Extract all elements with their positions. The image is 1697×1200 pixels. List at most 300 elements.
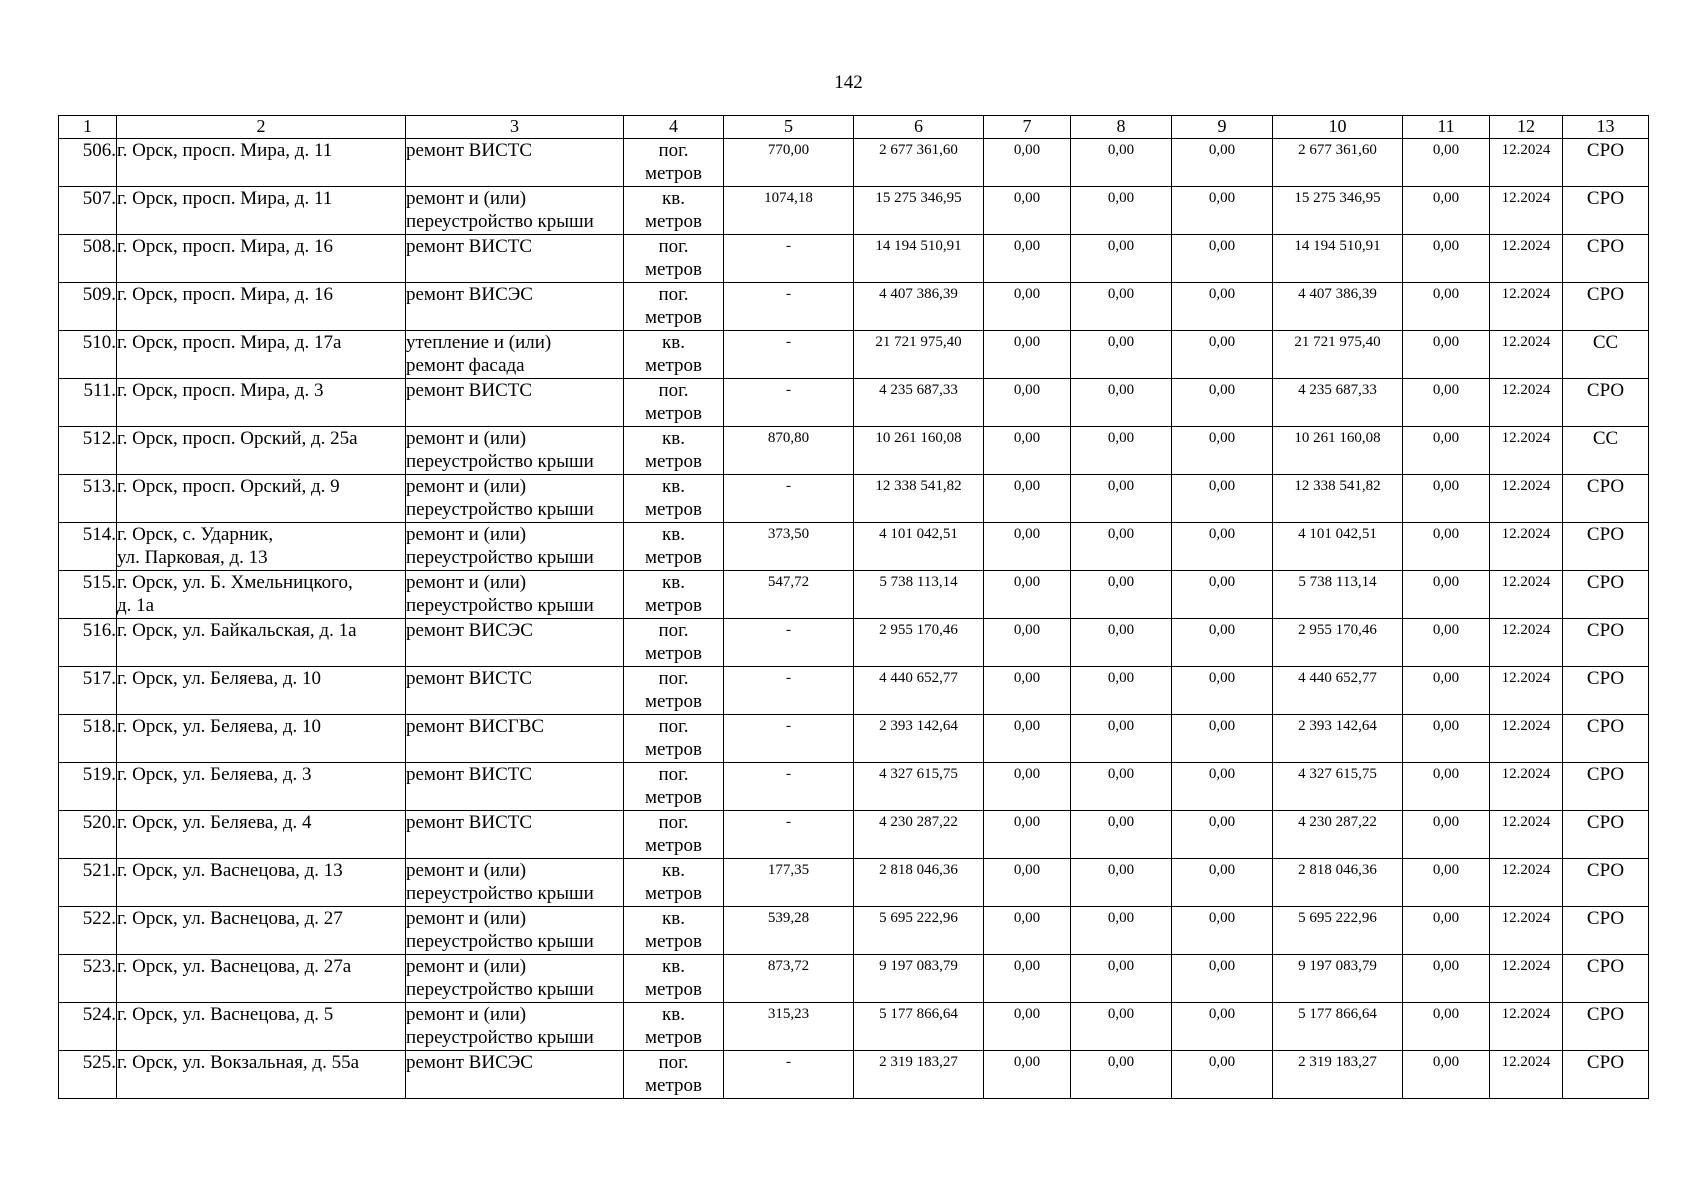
work-type-cell-line: ремонт ВИСТС <box>406 380 533 401</box>
row-number: 520. <box>59 811 117 859</box>
total-cost-cell: 14 194 510,91 <box>854 235 984 283</box>
column-number-header: 5 <box>724 116 854 139</box>
owner-funds-cell: 2 677 361,60 <box>1273 139 1403 187</box>
total-cost-cell: 4 407 386,39 <box>854 283 984 331</box>
owner-funds-cell: 10 261 160,08 <box>1273 427 1403 475</box>
fund-method-cell: СРО <box>1563 235 1649 283</box>
other-funds-cell: 0,00 <box>1403 523 1490 571</box>
column-number-header: 6 <box>854 116 984 139</box>
table-row <box>59 715 1649 763</box>
other-funds-cell: 0,00 <box>1403 379 1490 427</box>
fund-source-cell: 0,00 <box>984 283 1071 331</box>
unit-cell-line: метров <box>645 883 702 904</box>
fund-source-cell: 0,00 <box>1172 283 1273 331</box>
fund-source-cell: 0,00 <box>984 811 1071 859</box>
deadline-cell: 12.2024 <box>1490 283 1563 331</box>
work-type-cell <box>406 427 624 475</box>
address-cell-line: г. Орск, просп. Мира, д. 17а <box>117 332 342 353</box>
total-cost-cell: 4 440 652,77 <box>854 667 984 715</box>
quantity-cell: - <box>724 715 854 763</box>
address-cell <box>117 811 406 859</box>
fund-source-cell: 0,00 <box>984 1051 1071 1099</box>
work-type-cell-line: ремонт и (или) <box>406 1004 527 1025</box>
unit-cell <box>624 427 724 475</box>
unit-cell-line: пог. <box>658 812 689 833</box>
unit-cell-line: пог. <box>658 380 689 401</box>
other-funds-cell: 0,00 <box>1403 1051 1490 1099</box>
fund-source-cell: 0,00 <box>1071 283 1172 331</box>
fund-source-cell: 0,00 <box>1172 763 1273 811</box>
fund-source-cell: 0,00 <box>984 1003 1071 1051</box>
fund-source-cell: 0,00 <box>1172 1051 1273 1099</box>
quantity-cell: 770,00 <box>724 139 854 187</box>
address-cell <box>117 715 406 763</box>
unit-cell-line: метров <box>645 355 702 376</box>
unit-cell <box>624 715 724 763</box>
address-cell <box>117 763 406 811</box>
quantity-cell: 1074,18 <box>724 187 854 235</box>
quantity-cell: - <box>724 235 854 283</box>
address-cell-line: г. Орск, ул. Беляева, д. 3 <box>117 764 312 785</box>
deadline-cell: 12.2024 <box>1490 907 1563 955</box>
address-cell <box>117 235 406 283</box>
table-row <box>59 907 1649 955</box>
total-cost-cell: 5 738 113,14 <box>854 571 984 619</box>
deadline-cell: 12.2024 <box>1490 955 1563 1003</box>
work-type-cell-line: ремонт ВИСТС <box>406 140 533 161</box>
unit-cell-line: кв. <box>662 428 685 449</box>
deadline-cell: 12.2024 <box>1490 859 1563 907</box>
unit-cell-line: кв. <box>662 860 685 881</box>
table-row <box>59 139 1649 187</box>
unit-cell-line: кв. <box>662 332 685 353</box>
work-type-cell <box>406 859 624 907</box>
deadline-cell: 12.2024 <box>1490 571 1563 619</box>
owner-funds-cell: 4 327 615,75 <box>1273 763 1403 811</box>
total-cost-cell: 9 197 083,79 <box>854 955 984 1003</box>
unit-cell-line: пог. <box>658 716 689 737</box>
unit-cell-line: метров <box>645 595 702 616</box>
work-type-cell <box>406 283 624 331</box>
quantity-cell: - <box>724 1051 854 1099</box>
unit-cell-line: метров <box>645 1075 702 1096</box>
deadline-cell: 12.2024 <box>1490 619 1563 667</box>
quantity-cell: 315,23 <box>724 1003 854 1051</box>
unit-cell <box>624 283 724 331</box>
address-cell <box>117 331 406 379</box>
address-cell-line: г. Орск, ул. Васнецова, д. 13 <box>117 860 343 881</box>
address-cell-line: г. Орск, ул. Беляева, д. 4 <box>117 812 312 833</box>
fund-source-cell: 0,00 <box>1172 235 1273 283</box>
total-cost-cell: 2 393 142,64 <box>854 715 984 763</box>
unit-cell-line: кв. <box>662 1004 685 1025</box>
column-number-header: 3 <box>406 116 624 139</box>
owner-funds-cell: 2 393 142,64 <box>1273 715 1403 763</box>
table-row <box>59 763 1649 811</box>
work-type-cell <box>406 667 624 715</box>
address-cell <box>117 139 406 187</box>
address-cell-line: г. Орск, просп. Мира, д. 11 <box>117 140 333 161</box>
fund-source-cell: 0,00 <box>1172 331 1273 379</box>
fund-source-cell: 0,00 <box>1071 235 1172 283</box>
column-number-header: 9 <box>1172 116 1273 139</box>
address-cell <box>117 283 406 331</box>
work-type-cell-line: ремонт и (или) <box>406 188 527 209</box>
row-number: 509. <box>59 283 117 331</box>
owner-funds-cell: 4 235 687,33 <box>1273 379 1403 427</box>
page-number: 142 <box>834 72 863 93</box>
unit-cell <box>624 859 724 907</box>
table-row <box>59 475 1649 523</box>
quantity-cell: - <box>724 331 854 379</box>
total-cost-cell: 4 230 287,22 <box>854 811 984 859</box>
fund-source-cell: 0,00 <box>1172 859 1273 907</box>
fund-source-cell: 0,00 <box>1071 1051 1172 1099</box>
quantity-cell: 177,35 <box>724 859 854 907</box>
unit-cell <box>624 379 724 427</box>
fund-method-cell: СРО <box>1563 1003 1649 1051</box>
address-cell <box>117 907 406 955</box>
unit-cell-line: кв. <box>662 476 685 497</box>
address-cell-line: г. Орск, ул. Б. Хмельницкого, <box>117 572 353 593</box>
column-number-header: 10 <box>1273 116 1403 139</box>
total-cost-cell: 5 177 866,64 <box>854 1003 984 1051</box>
unit-cell-line: метров <box>645 931 702 952</box>
unit-cell-line: пог. <box>658 284 689 305</box>
work-type-cell-line: ремонт ВИСЭС <box>406 1052 533 1073</box>
work-type-cell-line: ремонт и (или) <box>406 572 527 593</box>
fund-source-cell: 0,00 <box>1071 331 1172 379</box>
other-funds-cell: 0,00 <box>1403 715 1490 763</box>
deadline-cell: 12.2024 <box>1490 1003 1563 1051</box>
deadline-cell: 12.2024 <box>1490 139 1563 187</box>
column-number-header: 2 <box>117 116 406 139</box>
fund-source-cell: 0,00 <box>1071 571 1172 619</box>
work-type-cell <box>406 139 624 187</box>
fund-method-cell: СРО <box>1563 523 1649 571</box>
quantity-cell: 373,50 <box>724 523 854 571</box>
deadline-cell: 12.2024 <box>1490 811 1563 859</box>
owner-funds-cell: 2 955 170,46 <box>1273 619 1403 667</box>
column-number-header: 1 <box>59 116 117 139</box>
row-number: 522. <box>59 907 117 955</box>
total-cost-cell: 2 319 183,27 <box>854 1051 984 1099</box>
row-number: 516. <box>59 619 117 667</box>
fund-method-cell: СС <box>1563 331 1649 379</box>
other-funds-cell: 0,00 <box>1403 331 1490 379</box>
fund-source-cell: 0,00 <box>1172 955 1273 1003</box>
unit-cell <box>624 1003 724 1051</box>
work-type-cell-line: ремонт и (или) <box>406 476 527 497</box>
owner-funds-cell: 12 338 541,82 <box>1273 475 1403 523</box>
other-funds-cell: 0,00 <box>1403 955 1490 1003</box>
address-cell-line: г. Орск, просп. Орский, д. 9 <box>117 476 340 497</box>
work-type-cell-line: переустройство крыши <box>406 499 594 520</box>
quantity-cell: - <box>724 379 854 427</box>
unit-cell <box>624 139 724 187</box>
fund-source-cell: 0,00 <box>984 331 1071 379</box>
other-funds-cell: 0,00 <box>1403 1003 1490 1051</box>
work-type-cell <box>406 907 624 955</box>
fund-method-cell: СРО <box>1563 139 1649 187</box>
fund-source-cell: 0,00 <box>984 139 1071 187</box>
fund-source-cell: 0,00 <box>1071 523 1172 571</box>
column-number-header: 4 <box>624 116 724 139</box>
fund-method-cell: СРО <box>1563 955 1649 1003</box>
total-cost-cell: 2 955 170,46 <box>854 619 984 667</box>
work-type-cell <box>406 379 624 427</box>
quantity-cell: - <box>724 763 854 811</box>
row-number: 510. <box>59 331 117 379</box>
address-cell <box>117 667 406 715</box>
table-row <box>59 811 1649 859</box>
unit-cell-line: метров <box>645 739 702 760</box>
other-funds-cell: 0,00 <box>1403 427 1490 475</box>
owner-funds-cell: 5 695 222,96 <box>1273 907 1403 955</box>
fund-source-cell: 0,00 <box>984 571 1071 619</box>
address-cell-line: г. Орск, просп. Мира, д. 11 <box>117 188 333 209</box>
owner-funds-cell: 5 738 113,14 <box>1273 571 1403 619</box>
fund-source-cell: 0,00 <box>984 523 1071 571</box>
address-cell-line: г. Орск, ул. Беляева, д. 10 <box>117 668 321 689</box>
fund-source-cell: 0,00 <box>1172 187 1273 235</box>
fund-method-cell: СРО <box>1563 571 1649 619</box>
fund-source-cell: 0,00 <box>1172 907 1273 955</box>
row-number: 508. <box>59 235 117 283</box>
quantity-cell: 870,80 <box>724 427 854 475</box>
fund-method-cell: СРО <box>1563 859 1649 907</box>
fund-source-cell: 0,00 <box>1071 763 1172 811</box>
table-row <box>59 187 1649 235</box>
work-type-cell-line: переустройство крыши <box>406 211 594 232</box>
owner-funds-cell: 15 275 346,95 <box>1273 187 1403 235</box>
work-type-cell <box>406 571 624 619</box>
work-type-cell <box>406 1003 624 1051</box>
column-number-header: 11 <box>1403 116 1490 139</box>
table-row <box>59 331 1649 379</box>
address-cell-line: г. Орск, ул. Васнецова, д. 5 <box>117 1004 334 1025</box>
work-type-cell <box>406 811 624 859</box>
owner-funds-cell: 2 319 183,27 <box>1273 1051 1403 1099</box>
address-cell-line: г. Орск, ул. Беляева, д. 10 <box>117 716 321 737</box>
address-cell <box>117 619 406 667</box>
unit-cell-line: метров <box>645 307 702 328</box>
fund-source-cell: 0,00 <box>984 715 1071 763</box>
fund-method-cell: СРО <box>1563 619 1649 667</box>
work-type-cell-line: переустройство крыши <box>406 595 594 616</box>
fund-source-cell: 0,00 <box>1172 379 1273 427</box>
unit-cell-line: кв. <box>662 956 685 977</box>
unit-cell <box>624 235 724 283</box>
quantity-cell: - <box>724 475 854 523</box>
row-number: 514. <box>59 523 117 571</box>
unit-cell <box>624 187 724 235</box>
total-cost-cell: 2 677 361,60 <box>854 139 984 187</box>
table-row <box>59 379 1649 427</box>
address-cell <box>117 187 406 235</box>
unit-cell-line: метров <box>645 451 702 472</box>
owner-funds-cell: 9 197 083,79 <box>1273 955 1403 1003</box>
work-type-cell <box>406 523 624 571</box>
unit-cell-line: метров <box>645 643 702 664</box>
table-row <box>59 667 1649 715</box>
owner-funds-cell: 4 440 652,77 <box>1273 667 1403 715</box>
fund-source-cell: 0,00 <box>1071 187 1172 235</box>
quantity-cell: - <box>724 619 854 667</box>
unit-cell-line: метров <box>645 403 702 424</box>
work-type-cell <box>406 235 624 283</box>
fund-method-cell: СРО <box>1563 667 1649 715</box>
table-row <box>59 955 1649 1003</box>
owner-funds-cell: 14 194 510,91 <box>1273 235 1403 283</box>
fund-method-cell: СС <box>1563 427 1649 475</box>
owner-funds-cell: 4 407 386,39 <box>1273 283 1403 331</box>
work-type-cell-line: переустройство крыши <box>406 451 594 472</box>
column-number-header: 13 <box>1563 116 1649 139</box>
total-cost-cell: 12 338 541,82 <box>854 475 984 523</box>
address-cell <box>117 1003 406 1051</box>
unit-cell-line: метров <box>645 787 702 808</box>
quantity-cell: 539,28 <box>724 907 854 955</box>
table-row <box>59 235 1649 283</box>
address-cell <box>117 379 406 427</box>
owner-funds-cell: 4 101 042,51 <box>1273 523 1403 571</box>
work-type-cell-line: ремонт и (или) <box>406 524 527 545</box>
table-row <box>59 859 1649 907</box>
fund-source-cell: 0,00 <box>1172 811 1273 859</box>
row-number: 523. <box>59 955 117 1003</box>
unit-cell-line: кв. <box>662 524 685 545</box>
address-cell <box>117 859 406 907</box>
other-funds-cell: 0,00 <box>1403 235 1490 283</box>
fund-source-cell: 0,00 <box>984 907 1071 955</box>
other-funds-cell: 0,00 <box>1403 187 1490 235</box>
row-number: 521. <box>59 859 117 907</box>
row-number: 511. <box>59 379 117 427</box>
deadline-cell: 12.2024 <box>1490 715 1563 763</box>
address-cell-line: г. Орск, с. Ударник, <box>117 524 274 545</box>
fund-method-cell: СРО <box>1563 475 1649 523</box>
table-row <box>59 1003 1649 1051</box>
work-type-cell-line: переустройство крыши <box>406 883 594 904</box>
address-cell-line: г. Орск, просп. Мира, д. 16 <box>117 284 333 305</box>
address-cell-line: г. Орск, ул. Васнецова, д. 27 <box>117 908 343 929</box>
unit-cell-line: пог. <box>658 236 689 257</box>
work-type-cell-line: ремонт ВИСЭС <box>406 284 533 305</box>
address-cell-line: г. Орск, просп. Орский, д. 25а <box>117 428 358 449</box>
other-funds-cell: 0,00 <box>1403 859 1490 907</box>
unit-cell-line: пог. <box>658 620 689 641</box>
row-number: 507. <box>59 187 117 235</box>
total-cost-cell: 21 721 975,40 <box>854 331 984 379</box>
work-type-cell-line: ремонт и (или) <box>406 428 527 449</box>
table-row <box>59 1051 1649 1099</box>
other-funds-cell: 0,00 <box>1403 619 1490 667</box>
work-type-cell-line: переустройство крыши <box>406 931 594 952</box>
address-cell <box>117 955 406 1003</box>
work-type-cell <box>406 331 624 379</box>
owner-funds-cell: 2 818 046,36 <box>1273 859 1403 907</box>
row-number: 519. <box>59 763 117 811</box>
fund-source-cell: 0,00 <box>1071 955 1172 1003</box>
fund-method-cell: СРО <box>1563 283 1649 331</box>
quantity-cell: - <box>724 283 854 331</box>
unit-cell-line: кв. <box>662 188 685 209</box>
address-cell-line: г. Орск, ул. Вокзальная, д. 55а <box>117 1052 360 1073</box>
address-cell <box>117 427 406 475</box>
other-funds-cell: 0,00 <box>1403 571 1490 619</box>
quantity-cell: 547,72 <box>724 571 854 619</box>
unit-cell-line: метров <box>645 979 702 1000</box>
unit-cell-line: метров <box>645 835 702 856</box>
unit-cell-line: метров <box>645 259 702 280</box>
fund-source-cell: 0,00 <box>1172 715 1273 763</box>
fund-source-cell: 0,00 <box>984 379 1071 427</box>
fund-source-cell: 0,00 <box>984 763 1071 811</box>
work-type-cell-line: ремонт ВИСЭС <box>406 620 533 641</box>
table-row <box>59 283 1649 331</box>
quantity-cell: - <box>724 667 854 715</box>
row-number: 512. <box>59 427 117 475</box>
total-cost-cell: 4 101 042,51 <box>854 523 984 571</box>
table-row <box>59 619 1649 667</box>
fund-source-cell: 0,00 <box>1172 427 1273 475</box>
fund-method-cell: СРО <box>1563 1051 1649 1099</box>
work-type-cell <box>406 619 624 667</box>
address-cell <box>117 571 406 619</box>
fund-source-cell: 0,00 <box>1071 907 1172 955</box>
fund-source-cell: 0,00 <box>984 955 1071 1003</box>
fund-source-cell: 0,00 <box>1172 139 1273 187</box>
work-type-cell <box>406 955 624 1003</box>
deadline-cell: 12.2024 <box>1490 235 1563 283</box>
fund-source-cell: 0,00 <box>1172 1003 1273 1051</box>
owner-funds-cell: 4 230 287,22 <box>1273 811 1403 859</box>
unit-cell <box>624 619 724 667</box>
table-row <box>59 571 1649 619</box>
other-funds-cell: 0,00 <box>1403 907 1490 955</box>
quantity-cell: - <box>724 811 854 859</box>
fund-source-cell: 0,00 <box>1172 523 1273 571</box>
owner-funds-cell: 5 177 866,64 <box>1273 1003 1403 1051</box>
fund-method-cell: СРО <box>1563 379 1649 427</box>
unit-cell-line: метров <box>645 547 702 568</box>
deadline-cell: 12.2024 <box>1490 523 1563 571</box>
column-number-header: 8 <box>1071 116 1172 139</box>
unit-cell <box>624 811 724 859</box>
unit-cell-line: пог. <box>658 764 689 785</box>
unit-cell-line: метров <box>645 499 702 520</box>
fund-method-cell: СРО <box>1563 763 1649 811</box>
work-type-cell-line: утепление и (или) <box>406 332 552 353</box>
deadline-cell: 12.2024 <box>1490 427 1563 475</box>
fund-source-cell: 0,00 <box>1172 667 1273 715</box>
unit-cell-line: метров <box>645 163 702 184</box>
deadline-cell: 12.2024 <box>1490 763 1563 811</box>
fund-source-cell: 0,00 <box>1071 619 1172 667</box>
unit-cell <box>624 763 724 811</box>
repair-program-table <box>58 115 1649 1099</box>
fund-source-cell: 0,00 <box>984 859 1071 907</box>
work-type-cell-line: ремонт и (или) <box>406 956 527 977</box>
row-number: 506. <box>59 139 117 187</box>
work-type-cell <box>406 475 624 523</box>
fund-source-cell: 0,00 <box>1172 619 1273 667</box>
unit-cell-line: пог. <box>658 140 689 161</box>
unit-cell-line: пог. <box>658 1052 689 1073</box>
fund-source-cell: 0,00 <box>1071 715 1172 763</box>
fund-source-cell: 0,00 <box>984 187 1071 235</box>
